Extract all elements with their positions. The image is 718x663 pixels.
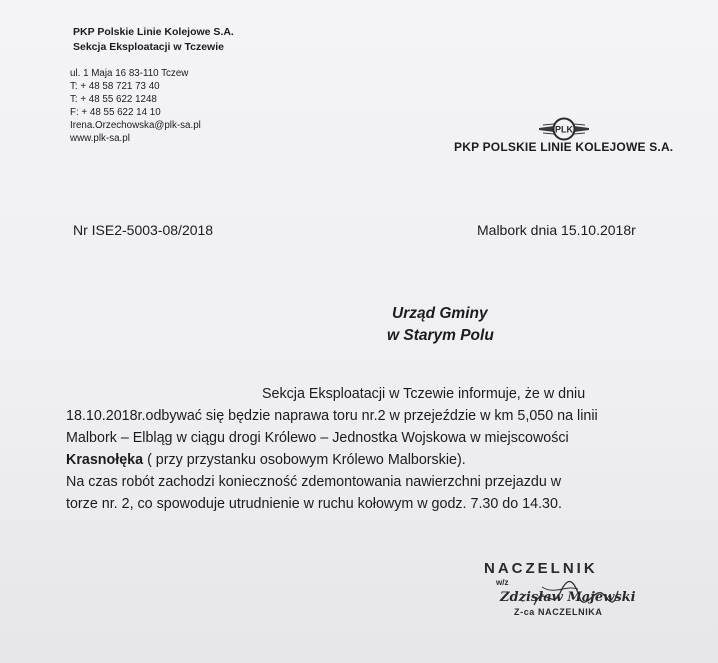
plk-winged-logo-icon [535,116,593,142]
body-line-3: Malbork – Elbląg w ciągu drogi Królewo – Jednostka Wojskowa w miejscowości [66,430,569,446]
body-line-5: Na czas robót zachodzi konieczność zdemontowania nawierzchni przejazdu w [66,474,562,490]
sender-website: www.plk-sa.pl [70,133,130,144]
stamp-on-behalf: w/z [496,578,509,587]
body-line-6: torze nr. 2, co spowoduje utrudnienie w ruchu kołowym w godz. 7.30 do 14.30. [66,496,562,512]
sender-company-name: PKP Polskie Linie Kolejowe S.A. [73,26,234,38]
handwritten-signature [530,575,620,615]
sender-unit-name: Sekcja Eksploatacji w Tczewie [73,41,224,53]
body-line-2: 18.10.2018r.odbywać się będzie naprawa toru nr.2 w przejeździe w km 5,050 na linii [66,408,598,424]
locality-name: Krasnołęka [66,452,144,468]
sender-fax: F: + 48 55 622 14 10 [70,107,161,118]
body-line-1: Sekcja Eksploatacji w Tczewie informuje, że w dniu [262,386,586,402]
recipient-line-2: w Starym Polu [387,327,494,344]
sender-phone-2: T: + 48 55 622 1248 [70,94,157,105]
sender-email: Irena.Orzechowska@plk-sa.pl [70,120,201,131]
locality-note: ( przy przystanku osobowym Królewo Malborskie). [147,452,466,468]
reference-number: Nr ISE2-5003-08/2018 [73,222,214,238]
recipient-line-1: Urząd Gminy [392,305,488,322]
sender-street: ul. 1 Maja 16 83-110 Tczew [70,68,189,79]
stamp-title: NACZELNIK [484,560,598,577]
body-line-4 [66,452,466,468]
logo-company-name: PKP POLSKIE LINIE KOLEJOWE S.A. [454,140,674,154]
stamp-role: Z-ca NACZELNIKA [514,607,603,617]
stamp-name: Zdzisław Majewski [500,590,636,605]
place-and-date: Malbork dnia 15.10.2018r [477,222,636,238]
logo-mark-text: PLK [555,124,573,135]
sender-phone-1: T: + 48 58 721 73 40 [70,81,160,92]
